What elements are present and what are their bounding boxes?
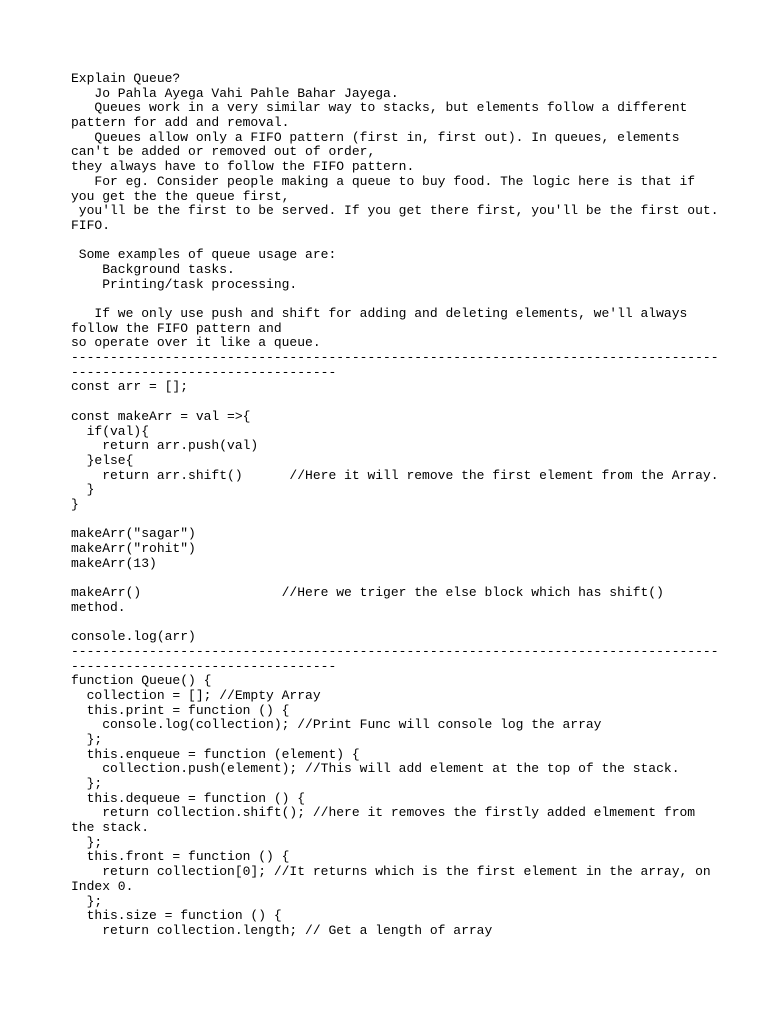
text-line: console.log(arr) — [71, 629, 196, 645]
text-line: makeArr("sagar") — [71, 526, 196, 542]
text-line: Queues allow only a FIFO pattern (first in, first out). In queues, elements — [71, 129, 680, 145]
text-line: makeArr(13) — [71, 555, 157, 571]
text-line — [71, 513, 701, 528]
text-line: return collection.length; // Get a length of array — [71, 922, 493, 938]
text-line: this.size = function () { — [71, 908, 282, 924]
text-line: makeArr() //Here we triger the else block which has shift() — [71, 585, 664, 601]
text-line: }else{ — [71, 452, 134, 468]
text-line: console.log(collection); //Print Func will console log the array — [71, 717, 602, 733]
text-line: Printing/task processing. — [71, 276, 298, 292]
text-line: return arr.push(val) — [71, 438, 259, 454]
text-line: you'll be the first to be served. If you get there first, you'll be the first out. — [71, 203, 719, 219]
text-line: For eg. Consider people making a queue to buy food. The logic here is that if — [71, 173, 696, 189]
text-line: }; — [71, 731, 103, 747]
text-line: Index 0. — [71, 878, 134, 894]
text-line: you get the the queue first, — [71, 188, 290, 204]
text-line: Explain Queue? — [71, 71, 181, 86]
text-line: this.dequeue = function () { — [71, 790, 306, 806]
text-line: if(val){ — [71, 423, 150, 439]
text-line: Jo Pahla Ayega Vahi Pahle Bahar Jayega. — [71, 85, 399, 101]
text-line: }; — [71, 776, 103, 791]
text-line: return arr.shift() //Here it will remove the first element from the Array. — [71, 467, 719, 483]
text-line: }; — [71, 893, 103, 909]
text-line: the stack. — [71, 820, 150, 836]
text-line: } — [71, 482, 95, 498]
text-line — [71, 395, 701, 410]
text-line: FIFO. — [71, 217, 111, 233]
text-line: ---------------------------------- — [71, 658, 337, 674]
text-line: collection.push(element); //This will add element at the top of the stack. — [71, 761, 680, 777]
text-line: so operate over it like a queue. — [71, 335, 321, 351]
text-line: return collection[0]; //It returns which is the first element in the array, on — [71, 864, 711, 880]
text-line: If we only use push and shift for adding and deleting elements, we'll always — [71, 306, 688, 321]
text-line: return collection.shift(); //here it removes the firstly added elmement from — [71, 805, 696, 821]
text-line: }; — [71, 834, 103, 850]
text-line — [71, 234, 701, 249]
text-line: } — [71, 496, 79, 512]
text-line — [71, 292, 701, 307]
text-line: collection = []; //Empty Array — [71, 687, 321, 703]
text-line: ----------------------------------------------------------------------------------- — [71, 350, 719, 366]
text-line — [71, 571, 701, 586]
text-line: they always have to follow the FIFO pattern. — [71, 159, 415, 175]
text-line: method. — [71, 599, 126, 615]
document-page — [71, 71, 719, 939]
text-line: follow the FIFO pattern and — [71, 320, 282, 336]
text-line: this.enqueue = function (element) { — [71, 746, 360, 762]
text-line — [71, 615, 701, 630]
text-line: Some examples of queue usage are: — [71, 247, 337, 263]
text-line: ---------------------------------- — [71, 364, 337, 380]
text-line: Background tasks. — [71, 261, 235, 277]
text-line: this.front = function () { — [71, 849, 290, 865]
text-line: this.print = function () { — [71, 702, 290, 718]
text-line: Queues work in a very similar way to stacks, but elements follow a different — [71, 100, 688, 116]
text-line: function Queue() { — [71, 673, 212, 689]
text-line: const arr = []; — [71, 379, 189, 395]
text-line: ----------------------------------------------------------------------------------- — [71, 643, 719, 659]
text-line: const makeArr = val =>{ — [71, 408, 251, 424]
text-line: can't be added or removed out of order, — [71, 144, 376, 160]
text-line: pattern for add and removal. — [71, 115, 290, 131]
text-line: makeArr("rohit") — [71, 541, 196, 556]
